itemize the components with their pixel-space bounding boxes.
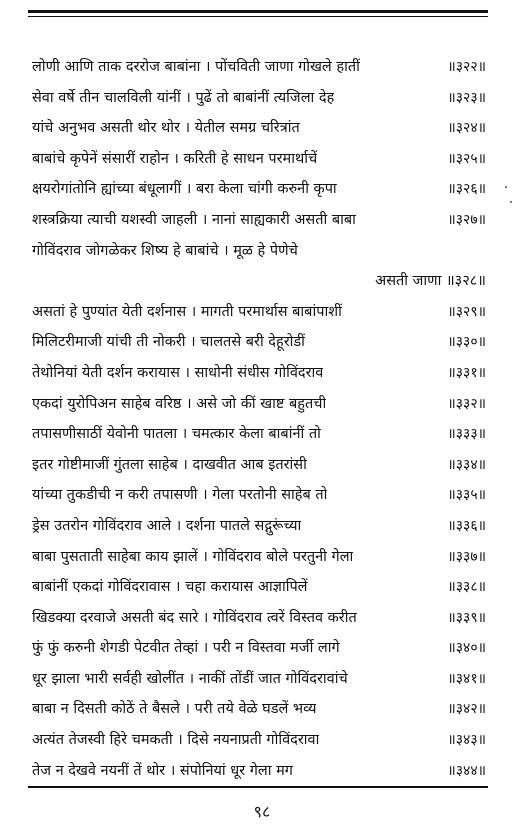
verse-number: ॥३४२॥: [447, 701, 486, 718]
header-rule-thin: [28, 16, 488, 17]
verse-text: यांचे अनुभव असती थोर थोर । येतील समग्र चरित्रांत: [32, 120, 300, 137]
verse-line: [32, 327, 486, 358]
verse-text: धूर झाला भारी सर्वही खोलींत । नाकीं तोंडीं जात गोविंदरावांचे: [32, 670, 348, 687]
verse-text: बाबांचे कृपेनें संसारीं राहोन । करिती हे साधन परमार्थाचें: [32, 150, 318, 167]
verse-text: इतर गोष्टीमाजीं गुंतला साहेब । दाखवीत आब इतरांसी: [32, 456, 307, 473]
verse-number: ॥३४३॥: [447, 732, 486, 749]
verse-line: [32, 297, 486, 328]
verse-number: ॥३३८॥: [447, 579, 486, 596]
verse-number: ॥३३६॥: [447, 517, 486, 534]
verse-number: ॥३३३॥: [447, 426, 486, 443]
verse-number: ॥३२९॥: [447, 303, 486, 320]
verse-text: बाबा न दिसती कोठें ते बैसले । परी तये वेळे घडलें भव्य: [32, 701, 317, 718]
verse-line: [32, 419, 486, 450]
verse-text: ड्रेस उतरोन गोविंदराव आले । दर्शना पातले सद्गुरूंच्या: [32, 517, 302, 534]
verse-number: ॥३४४॥: [447, 762, 486, 779]
verse-line: [32, 756, 486, 787]
verse-text: लोणी आणि ताक दररोज बाबांना । पोंचविती जाणा गोखले हातीं: [32, 59, 360, 75]
verse-line: [32, 694, 486, 725]
verse-number: ॥३३२॥: [447, 395, 486, 412]
verse-line: [32, 236, 486, 267]
verse-number: ॥३४०॥: [447, 640, 486, 657]
verse-text: खिडक्या दरवाजे असती बंद सारे । गोविंदराव त्वरें विस्तव करीत: [32, 609, 357, 626]
print-speck: [505, 186, 507, 188]
verse-number: ॥३३७॥: [447, 548, 486, 565]
verse-number: ॥३२५॥: [447, 150, 486, 167]
verse-text: असती जाणा ॥३२८॥: [375, 273, 486, 290]
verse-number: ॥३४१॥: [447, 670, 486, 687]
verse-text: बाबांनीं एकदां गोविंदरावास । चहा करायास आज्ञापिलें: [32, 579, 308, 596]
verse-list: [32, 52, 486, 786]
verse-text: अत्यंत तेजस्वी हिरे चमकती । दिसे नयनाप्रती गोविंदरावा: [32, 732, 320, 749]
verse-line: [32, 52, 486, 83]
verse-line: [32, 480, 486, 511]
verse-line: [32, 603, 486, 634]
verse-line: [32, 664, 486, 695]
verse-line: [32, 174, 486, 205]
verse-text: तेथोनियां येती दर्शन करायास । साधोनी संधीस गोविंदराव: [32, 364, 324, 381]
verse-line: [32, 83, 486, 114]
verse-line: [32, 450, 486, 481]
verse-text: बाबा पुसताती साहेबा काय झालें । गोविंदराव बोले परतुनी गेला: [32, 548, 354, 565]
verse-number: ॥३२४॥: [447, 120, 486, 137]
verse-text: तपासणीसाठीं येवोनी पातला । चमत्कार केला बाबांनीं तो: [32, 426, 321, 443]
verse-line: [32, 542, 486, 573]
verse-text: यांच्या तुकडीची न करी तपासणी । गेला परतोनी साहेब तो: [32, 487, 328, 504]
verse-text: एकदां युरोपिअन साहेब वरिष्ठ । असे जो कीं खाष्ट बहुतची: [32, 395, 327, 412]
footer-rule: [28, 786, 488, 788]
verse-line: [32, 511, 486, 542]
verse-number: ॥३३४॥: [447, 456, 486, 473]
verse-number: ॥३२६॥: [447, 181, 486, 198]
verse-text: गोविंदराव जोगळेकर शिष्य हे बाबांचे । मूळ हे पेणेचे: [32, 242, 298, 259]
verse-number: ॥३३९॥: [447, 609, 486, 626]
verse-number: ॥३२७॥: [447, 211, 486, 228]
print-speck: [510, 201, 512, 203]
verse-line: [32, 205, 486, 236]
verse-number: ॥३३१॥: [447, 364, 486, 381]
verse-text: असतां हे पुण्यांत येती दर्शनास । मागती परमार्थास बाबांपाशीं: [32, 303, 342, 320]
verse-text: सेवा वर्षे तीन चालविली यांनीं । पुढें तो बाबांनीं त्यजिला देह: [32, 89, 335, 106]
page-number: ९८: [253, 802, 271, 821]
verse-line: [32, 725, 486, 756]
verse-line: [32, 113, 486, 144]
verse-line: [32, 266, 486, 297]
verse-text: फुं फुं करुनी शेगडी पेटवीत तेव्हां । परी न विस्तवा मर्जी लागे: [32, 640, 340, 657]
verse-line: [32, 144, 486, 175]
verse-line: [32, 633, 486, 664]
verse-number: ॥३२२॥: [447, 59, 486, 75]
verse-number: ॥३३५॥: [447, 487, 486, 504]
verse-number: ॥३३०॥: [447, 334, 486, 351]
verse-text: मिलिटरीमाजी यांची ती नोकरी । चालतसे बरी देहूरोडीं: [32, 334, 305, 351]
verse-line: [32, 358, 486, 389]
verse-text: क्षयरोगांतोनि ह्यांच्या बंधूलागीं । बरा केला चांगी करुनी कृपा: [32, 181, 337, 198]
verse-text: शस्त्रक्रिया त्याची यशस्वी जाहली । नानां साह्यकारी असती बाबा: [32, 211, 356, 228]
verse-line: [32, 572, 486, 603]
verse-line: [32, 389, 486, 420]
verse-text: तेज न देखवे नयनीं तें थोर । संपोनियां धूर गेला मग: [32, 762, 293, 779]
header-rule-thick: [28, 10, 488, 13]
verse-number: ॥३२३॥: [447, 89, 486, 106]
